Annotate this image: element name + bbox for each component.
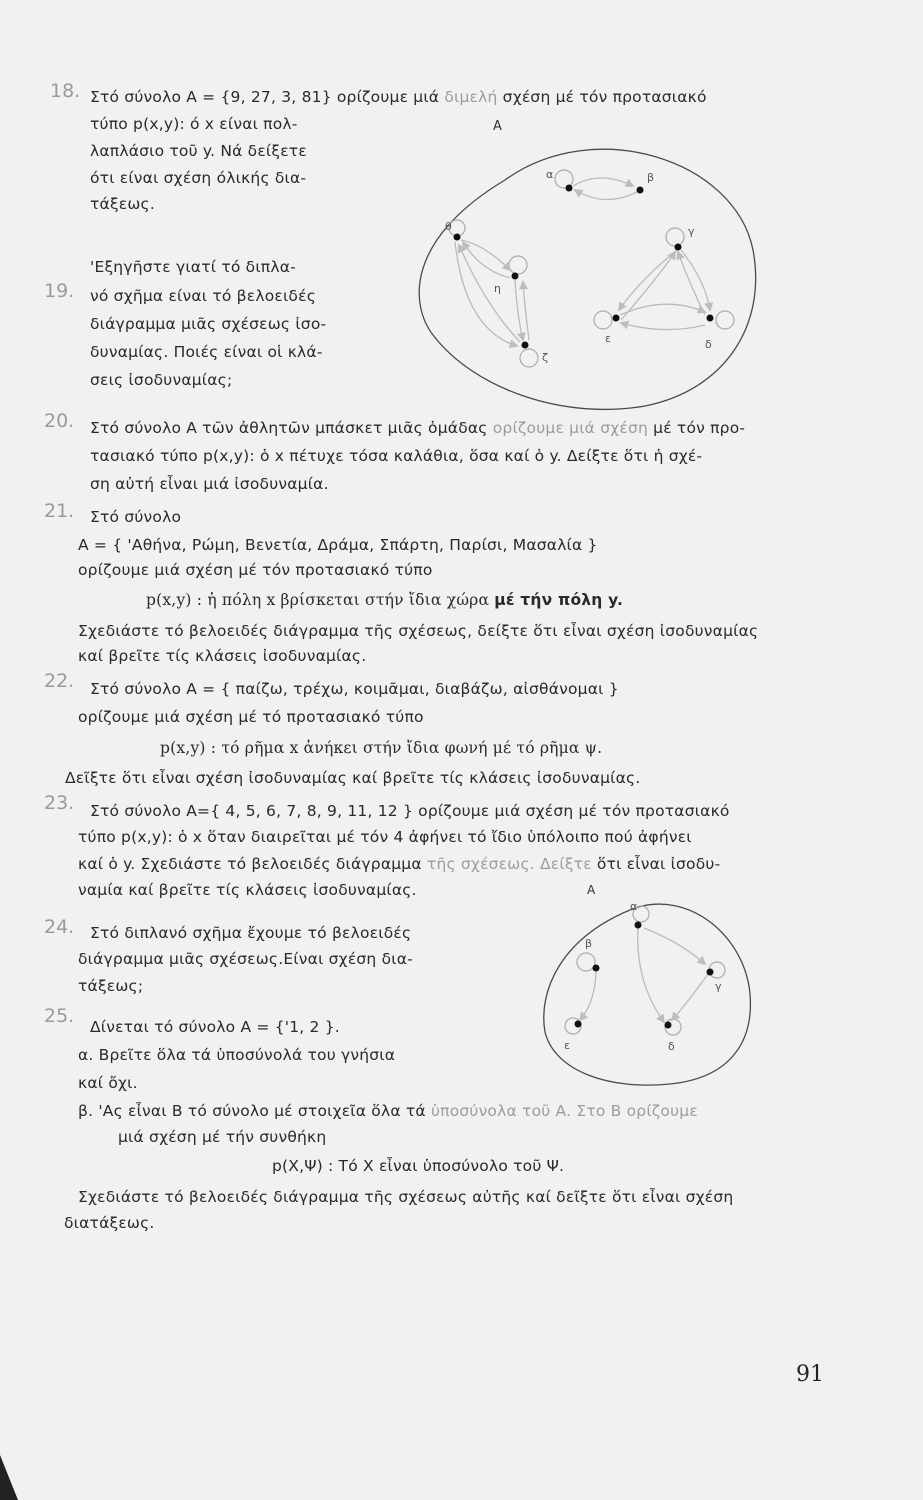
node-label: γ bbox=[715, 980, 722, 993]
ex23-line2: τύπο p(x,y): ὁ x ὅταν διαιρεῖται μέ τόν 4 ἀφήνει τό ἴδιο ὑπόλοιπο πού ἀφήνει bbox=[78, 828, 692, 846]
ex25-line8: διατάξεως. bbox=[64, 1214, 155, 1232]
node-label: η bbox=[494, 282, 501, 295]
node-label: ε bbox=[564, 1039, 570, 1052]
exercise-number: 22. bbox=[44, 670, 75, 692]
node-label: β bbox=[585, 937, 593, 950]
exercise-number: 20. bbox=[44, 410, 75, 432]
arrow bbox=[681, 250, 710, 310]
ex19-line2: νό σχῆμα είναι τό βελοειδές bbox=[90, 287, 316, 305]
arrow bbox=[621, 252, 675, 320]
ex25-line4: β. 'Ας εἶναι B τό σύνολο μέ στοιχεῖα ὅλα τά ὑποσύνολα τοῦ A. Στο B ορίζουμε bbox=[78, 1102, 698, 1120]
node-label: α bbox=[630, 900, 638, 913]
ex19-line1: 'Εξηγῆστε γιατί τό διπλα- bbox=[90, 258, 296, 276]
node-label: γ bbox=[688, 225, 695, 238]
node-label: α bbox=[546, 168, 554, 181]
node-label: δ bbox=[668, 1040, 675, 1053]
loop-arrow bbox=[666, 228, 684, 246]
node bbox=[637, 187, 644, 194]
loop-arrow bbox=[509, 256, 527, 274]
node-label: β bbox=[647, 171, 655, 184]
ex19-line3: διάγραμμα μιᾶς σχέσεως ἰσο- bbox=[90, 315, 327, 333]
node-label: ζ bbox=[542, 351, 548, 364]
ex20-line2: τασιακό τύπο p(x,y): ὁ x πέτυχε τόσα καλάθια, ὅσα καί ὁ y. Δείξτε ὅτι ἡ σχέ- bbox=[90, 447, 703, 465]
node bbox=[635, 922, 642, 929]
arrow bbox=[672, 974, 708, 1020]
node bbox=[707, 315, 714, 322]
node bbox=[575, 1021, 582, 1028]
arrow bbox=[638, 928, 664, 1022]
node bbox=[613, 315, 620, 322]
ex21-line4: p(x,y) : ἡ πόλη x βρίσκεται στήν ἴδια χώρα μέ τήν πόλη y. bbox=[146, 591, 624, 609]
set-boundary bbox=[544, 904, 751, 1085]
set-label: A bbox=[587, 883, 596, 897]
page-edge-shadow bbox=[0, 1455, 18, 1500]
node bbox=[665, 1022, 672, 1029]
ex22-line3: p(x,y) : τό ρῆμα x ἀνήκει στήν ἴδια φωνή μέ τό ρῆμα ψ. bbox=[160, 739, 603, 757]
exercise-number: 24. bbox=[44, 916, 75, 938]
exercise-number: 21. bbox=[44, 500, 75, 522]
arrow bbox=[573, 178, 633, 186]
arrow bbox=[575, 190, 637, 200]
arrow bbox=[644, 928, 705, 964]
ex24-line3: τάξεως; bbox=[78, 977, 144, 995]
ex25-line3: καί ὄχι. bbox=[78, 1074, 138, 1092]
arrow bbox=[621, 323, 705, 330]
node bbox=[566, 185, 573, 192]
arrow bbox=[515, 280, 523, 340]
ex25-line1: Δίνεται τό σύνολο A = {'1, 2 }. bbox=[90, 1018, 340, 1036]
ex25-line7: Σχεδιάστε τό βελοειδές διάγραμμα τῆς σχέσεως αὐτῆς καί δεῖξτε ὅτι εἶναι σχέση bbox=[78, 1188, 734, 1206]
arrow bbox=[580, 972, 596, 1020]
ex18-line1: Στό σύνολο A = {9, 27, 3, 81} ορίζουμε μιά διμελή σχέση μέ τόν προτασιακό bbox=[90, 88, 707, 106]
exercise-number: 25. bbox=[44, 1005, 75, 1027]
ex21-line1: Στό σύνολο bbox=[90, 508, 182, 526]
page-number: 91 bbox=[796, 1362, 824, 1387]
ex21-line2: A = { 'Αθήνα, Ρώμη, Βενετία, Δράμα, Σπάρτη, Παρίσι, Μασαλία } bbox=[78, 536, 598, 554]
ex22-line2: ορίζουμε μιά σχέση μέ τό προτασιακό τύπο bbox=[78, 708, 424, 726]
ex23-line1: Στό σύνολο A={ 4, 5, 6, 7, 8, 9, 11, 12 } ορίζουμε μιά σχέση μέ τόν προτασιακό bbox=[90, 802, 730, 820]
ex23-line4: ναμία καί βρεῖτε τίς κλάσεις ἰσοδυναμίας. bbox=[78, 881, 417, 899]
ex25-line6: p(X,Ψ) : Τό X εἶναι ὑποσύνολο τοῦ Ψ. bbox=[272, 1157, 565, 1175]
exercise-number: 23. bbox=[44, 792, 75, 814]
ex20-line3: ση αὐτή εἶναι μιά ἰσοδυναμία. bbox=[90, 475, 329, 493]
ex21-line5: Σχεδιάστε τό βελοειδές διάγραμμα τῆς σχέσεως, δείξτε ὅτι εἶναι σχέση ἰσοδυναμίας bbox=[78, 622, 759, 640]
ex18-line2: τύπο p(x,y): ό x είναι πολ- bbox=[90, 115, 298, 133]
node-label: θ bbox=[445, 220, 452, 233]
loop-arrow bbox=[716, 311, 734, 329]
ex18-line4: ότι είναι σχέση όλικής δια- bbox=[90, 169, 307, 187]
node bbox=[454, 234, 461, 241]
ex24-line2: διάγραμμα μιᾶς σχέσεως.Είναι σχέση δια- bbox=[78, 950, 413, 968]
ex19-line4: δυναμίας. Ποιές είναι οἱ κλά- bbox=[90, 343, 323, 361]
exercise-number: 18. bbox=[50, 80, 81, 102]
node-label: δ bbox=[705, 338, 712, 351]
loop-arrow bbox=[577, 953, 595, 971]
node-label: ε bbox=[605, 332, 611, 345]
ex22-line4: Δεῖξτε ὅτι εἶναι σχέση ἰσοδυναμίας καί βρεῖτε τίς κλάσεις ἰσοδυναμίας. bbox=[65, 769, 641, 787]
loop-arrow bbox=[520, 349, 538, 367]
arrow bbox=[523, 282, 529, 340]
arrow-diagram-relation bbox=[540, 882, 790, 1092]
set-boundary bbox=[419, 149, 755, 409]
ex23-line3: καί ὁ y. Σχεδιάστε τό βελοειδές διάγραμμα τῆς σχέσεως. Δείξτε ὅτι εἶναι ἰσοδυ- bbox=[78, 855, 721, 873]
node bbox=[593, 965, 600, 972]
ex21-line3: ορίζουμε μιά σχέση μέ τόν προτασιακό τύπο bbox=[78, 561, 433, 579]
ex24-line1: Στό διπλανό σχῆμα ἔχουμε τό βελοειδές bbox=[90, 924, 412, 942]
ex21-line6: καί βρεῖτε τίς κλάσεις ἰσοδυναμίας. bbox=[78, 647, 367, 665]
node bbox=[707, 969, 714, 976]
ex19-line5: σεις ἰσοδυναμίας; bbox=[90, 371, 233, 389]
ex22-line1: Στό σύνολο A = { παίζω, τρέχω, κοιμᾶμαι, διαβάζω, αἰσθάνομαι } bbox=[90, 680, 619, 698]
ex20-line1: Στό σύνολο A τῶν ἀθλητῶν μπάσκετ μιᾶς ὁμάδας ορίζουμε μιά σχέση μέ τόν προ- bbox=[90, 419, 746, 437]
arrow bbox=[619, 250, 677, 310]
loop-arrow bbox=[594, 311, 612, 329]
node bbox=[675, 244, 682, 251]
node bbox=[512, 273, 519, 280]
exercise-number: 19. bbox=[44, 280, 75, 302]
ex18-line5: τάξεως. bbox=[90, 195, 155, 213]
arrow-diagram-equivalence bbox=[405, 120, 785, 420]
ex18-line3: λαπλάσιο τοῦ y. Νά δείξετε bbox=[90, 142, 307, 160]
arrow bbox=[463, 242, 510, 278]
ex25-line2: α. Βρεῖτε ὅλα τά ὑποσύνολά του γνήσια bbox=[78, 1046, 396, 1064]
node bbox=[522, 342, 529, 349]
ex25-line5: μιά σχέση μέ τήν συνθήκη bbox=[118, 1128, 327, 1146]
set-label: A bbox=[493, 120, 502, 134]
